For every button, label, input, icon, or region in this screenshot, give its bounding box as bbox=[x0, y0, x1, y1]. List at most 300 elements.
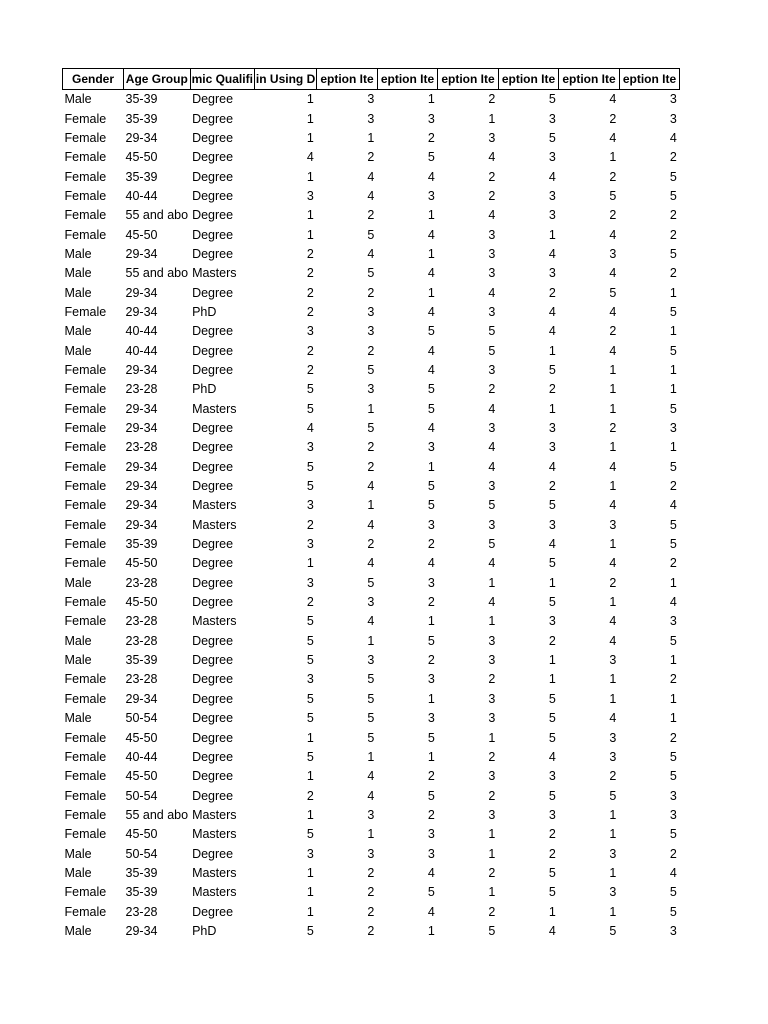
cell-perception-3[interactable]: 5 bbox=[488, 324, 496, 339]
cell-perception-3[interactable]: 2 bbox=[488, 749, 496, 764]
cell-perception-4[interactable]: 5 bbox=[548, 730, 556, 745]
cell-perception-2[interactable]: 5 bbox=[427, 730, 435, 745]
cell-perception-5[interactable]: 4 bbox=[609, 227, 617, 242]
cell-perception-1[interactable]: 3 bbox=[367, 846, 375, 861]
cell-perception-3[interactable]: 2 bbox=[488, 92, 496, 107]
cell-perception-4[interactable]: 2 bbox=[548, 382, 556, 397]
cell-perception-6[interactable]: 2 bbox=[669, 556, 677, 571]
cell-perception-3[interactable]: 1 bbox=[488, 614, 496, 629]
cell-perception-2[interactable]: 4 bbox=[427, 169, 435, 184]
cell-perception-5[interactable]: 2 bbox=[609, 575, 617, 590]
cell-perception-3[interactable]: 2 bbox=[488, 904, 496, 919]
cell-perception-1[interactable]: 4 bbox=[367, 769, 375, 784]
cell-perception-1[interactable]: 3 bbox=[367, 92, 375, 107]
cell-perception-6[interactable]: 3 bbox=[669, 421, 677, 436]
cell-perception-6[interactable]: 1 bbox=[669, 324, 677, 339]
cell-perception-2[interactable]: 4 bbox=[427, 556, 435, 571]
cell-perception-1[interactable]: 2 bbox=[367, 150, 375, 165]
cell-perception-6[interactable]: 2 bbox=[669, 208, 677, 223]
cell-qualification[interactable]: Degree bbox=[192, 188, 234, 203]
cell-perception-1[interactable]: 3 bbox=[367, 595, 375, 610]
cell-perception-5[interactable]: 2 bbox=[609, 769, 617, 784]
cell-using[interactable]: 2 bbox=[306, 362, 314, 377]
cell-perception-1[interactable]: 3 bbox=[367, 324, 375, 339]
cell-perception-3[interactable]: 2 bbox=[488, 382, 496, 397]
cell-perception-4[interactable]: 1 bbox=[548, 227, 556, 242]
cell-perception-6[interactable]: 2 bbox=[669, 479, 677, 494]
cell-perception-3[interactable]: 4 bbox=[488, 285, 496, 300]
cell-using[interactable]: 5 bbox=[306, 633, 314, 648]
cell-perception-3[interactable]: 1 bbox=[488, 885, 496, 900]
cell-perception-5[interactable]: 1 bbox=[609, 401, 617, 416]
cell-perception-4[interactable]: 2 bbox=[548, 285, 556, 300]
cell-perception-4[interactable]: 1 bbox=[548, 653, 556, 668]
cell-perception-3[interactable]: 5 bbox=[488, 537, 496, 552]
cell-perception-2[interactable]: 3 bbox=[427, 672, 435, 687]
cell-perception-6[interactable]: 5 bbox=[669, 904, 677, 919]
cell-perception-4[interactable]: 3 bbox=[548, 517, 556, 532]
cell-perception-4[interactable]: 5 bbox=[548, 885, 556, 900]
cell-perception-3[interactable]: 3 bbox=[488, 807, 496, 822]
cell-gender[interactable]: Female bbox=[64, 188, 107, 203]
cell-perception-6[interactable]: 1 bbox=[669, 285, 677, 300]
cell-perception-6[interactable]: 1 bbox=[669, 691, 677, 706]
cell-gender[interactable]: Female bbox=[64, 208, 107, 223]
cell-age-group[interactable]: 35-39 bbox=[125, 653, 158, 668]
cell-using[interactable]: 2 bbox=[306, 304, 314, 319]
cell-perception-5[interactable]: 3 bbox=[609, 730, 617, 745]
cell-perception-2[interactable]: 1 bbox=[427, 691, 435, 706]
cell-perception-6[interactable]: 5 bbox=[669, 885, 677, 900]
cell-perception-6[interactable]: 1 bbox=[669, 440, 677, 455]
header-cell-perception-item-3[interactable]: eption Ite bbox=[438, 69, 499, 90]
cell-gender[interactable]: Female bbox=[64, 595, 107, 610]
cell-perception-5[interactable]: 1 bbox=[609, 595, 617, 610]
cell-perception-1[interactable]: 1 bbox=[367, 130, 375, 145]
cell-using[interactable]: 2 bbox=[306, 285, 314, 300]
cell-qualification[interactable]: Masters bbox=[192, 517, 237, 532]
cell-perception-2[interactable]: 1 bbox=[427, 923, 435, 938]
cell-gender[interactable]: Female bbox=[64, 672, 107, 687]
cell-perception-6[interactable]: 4 bbox=[669, 865, 677, 880]
cell-gender[interactable]: Male bbox=[64, 653, 92, 668]
cell-using[interactable]: 2 bbox=[306, 788, 314, 803]
cell-perception-4[interactable]: 3 bbox=[548, 769, 556, 784]
cell-perception-5[interactable]: 4 bbox=[609, 304, 617, 319]
cell-perception-4[interactable]: 3 bbox=[548, 208, 556, 223]
cell-perception-3[interactable]: 4 bbox=[488, 208, 496, 223]
cell-perception-6[interactable]: 3 bbox=[669, 92, 677, 107]
cell-gender[interactable]: Female bbox=[64, 479, 107, 494]
cell-using[interactable]: 4 bbox=[306, 421, 314, 436]
cell-age-group[interactable]: 35-39 bbox=[125, 169, 158, 184]
cell-age-group[interactable]: 45-50 bbox=[125, 730, 158, 745]
cell-perception-6[interactable]: 5 bbox=[669, 188, 677, 203]
cell-age-group[interactable]: 35-39 bbox=[125, 537, 158, 552]
cell-perception-3[interactable]: 1 bbox=[488, 575, 496, 590]
cell-perception-3[interactable]: 4 bbox=[488, 401, 496, 416]
cell-qualification[interactable]: Degree bbox=[192, 169, 234, 184]
cell-perception-6[interactable]: 5 bbox=[669, 517, 677, 532]
cell-perception-3[interactable]: 1 bbox=[488, 827, 496, 842]
cell-using[interactable]: 5 bbox=[306, 691, 314, 706]
cell-qualification[interactable]: Masters bbox=[192, 266, 237, 281]
cell-using[interactable]: 3 bbox=[306, 575, 314, 590]
cell-perception-1[interactable]: 2 bbox=[367, 923, 375, 938]
cell-perception-1[interactable]: 2 bbox=[367, 459, 375, 474]
cell-using[interactable]: 1 bbox=[306, 865, 314, 880]
cell-age-group[interactable]: 29-34 bbox=[125, 923, 158, 938]
cell-gender[interactable]: Female bbox=[64, 517, 107, 532]
cell-age-group[interactable]: 50-54 bbox=[125, 711, 158, 726]
cell-perception-6[interactable]: 2 bbox=[669, 150, 677, 165]
cell-age-group[interactable]: 45-50 bbox=[125, 595, 158, 610]
cell-age-group[interactable]: 45-50 bbox=[125, 556, 158, 571]
cell-perception-3[interactable]: 3 bbox=[488, 711, 496, 726]
cell-perception-2[interactable]: 2 bbox=[427, 653, 435, 668]
cell-perception-4[interactable]: 4 bbox=[548, 923, 556, 938]
cell-using[interactable]: 1 bbox=[306, 208, 314, 223]
cell-age-group[interactable]: 29-34 bbox=[125, 421, 158, 436]
cell-perception-3[interactable]: 3 bbox=[488, 517, 496, 532]
cell-perception-5[interactable]: 4 bbox=[609, 614, 617, 629]
cell-perception-4[interactable]: 2 bbox=[548, 633, 556, 648]
cell-perception-4[interactable]: 4 bbox=[548, 537, 556, 552]
cell-using[interactable]: 3 bbox=[306, 498, 314, 513]
cell-perception-3[interactable]: 3 bbox=[488, 653, 496, 668]
cell-perception-1[interactable]: 2 bbox=[367, 343, 375, 358]
cell-perception-5[interactable]: 3 bbox=[609, 885, 617, 900]
cell-perception-5[interactable]: 4 bbox=[609, 343, 617, 358]
cell-perception-3[interactable]: 1 bbox=[488, 846, 496, 861]
cell-perception-6[interactable]: 4 bbox=[669, 130, 677, 145]
cell-perception-4[interactable]: 4 bbox=[548, 246, 556, 261]
cell-age-group[interactable]: 35-39 bbox=[125, 92, 158, 107]
cell-perception-1[interactable]: 4 bbox=[367, 169, 375, 184]
cell-gender[interactable]: Female bbox=[64, 498, 107, 513]
cell-qualification[interactable]: Degree bbox=[192, 459, 234, 474]
cell-perception-4[interactable]: 5 bbox=[548, 595, 556, 610]
cell-perception-4[interactable]: 5 bbox=[548, 788, 556, 803]
cell-using[interactable]: 3 bbox=[306, 440, 314, 455]
cell-qualification[interactable]: Degree bbox=[192, 788, 234, 803]
cell-perception-2[interactable]: 5 bbox=[427, 633, 435, 648]
cell-using[interactable]: 5 bbox=[306, 614, 314, 629]
cell-perception-2[interactable]: 3 bbox=[427, 517, 435, 532]
cell-perception-5[interactable]: 5 bbox=[609, 923, 617, 938]
cell-perception-4[interactable]: 3 bbox=[548, 111, 556, 126]
cell-gender[interactable]: Female bbox=[64, 421, 107, 436]
cell-perception-2[interactable]: 4 bbox=[427, 362, 435, 377]
cell-perception-4[interactable]: 4 bbox=[548, 749, 556, 764]
cell-qualification[interactable]: Degree bbox=[192, 672, 234, 687]
cell-gender[interactable]: Male bbox=[64, 575, 92, 590]
cell-perception-4[interactable]: 5 bbox=[548, 130, 556, 145]
cell-perception-6[interactable]: 1 bbox=[669, 382, 677, 397]
cell-perception-1[interactable]: 4 bbox=[367, 614, 375, 629]
cell-perception-4[interactable]: 2 bbox=[548, 479, 556, 494]
cell-perception-1[interactable]: 3 bbox=[367, 382, 375, 397]
cell-perception-5[interactable]: 2 bbox=[609, 421, 617, 436]
cell-perception-4[interactable]: 3 bbox=[548, 614, 556, 629]
cell-gender[interactable]: Male bbox=[64, 865, 92, 880]
cell-perception-4[interactable]: 3 bbox=[548, 421, 556, 436]
cell-perception-3[interactable]: 3 bbox=[488, 421, 496, 436]
cell-gender[interactable]: Male bbox=[64, 266, 92, 281]
cell-gender[interactable]: Female bbox=[64, 807, 107, 822]
cell-perception-1[interactable]: 4 bbox=[367, 517, 375, 532]
cell-using[interactable]: 1 bbox=[306, 556, 314, 571]
cell-perception-3[interactable]: 2 bbox=[488, 672, 496, 687]
cell-qualification[interactable]: Degree bbox=[192, 324, 234, 339]
cell-gender[interactable]: Male bbox=[64, 92, 92, 107]
cell-gender[interactable]: Male bbox=[64, 633, 92, 648]
cell-perception-4[interactable]: 1 bbox=[548, 672, 556, 687]
cell-gender[interactable]: Female bbox=[64, 150, 107, 165]
cell-perception-1[interactable]: 2 bbox=[367, 865, 375, 880]
cell-perception-4[interactable]: 3 bbox=[548, 440, 556, 455]
cell-perception-2[interactable]: 3 bbox=[427, 575, 435, 590]
cell-perception-6[interactable]: 1 bbox=[669, 711, 677, 726]
cell-perception-2[interactable]: 3 bbox=[427, 711, 435, 726]
cell-using[interactable]: 1 bbox=[306, 807, 314, 822]
cell-qualification[interactable]: Masters bbox=[192, 807, 237, 822]
cell-qualification[interactable]: Masters bbox=[192, 614, 237, 629]
cell-perception-5[interactable]: 4 bbox=[609, 633, 617, 648]
cell-perception-5[interactable]: 3 bbox=[609, 749, 617, 764]
cell-perception-6[interactable]: 3 bbox=[669, 614, 677, 629]
cell-perception-5[interactable]: 4 bbox=[609, 459, 617, 474]
cell-using[interactable]: 3 bbox=[306, 537, 314, 552]
cell-age-group[interactable]: 29-34 bbox=[125, 304, 158, 319]
cell-using[interactable]: 5 bbox=[306, 827, 314, 842]
cell-qualification[interactable]: Degree bbox=[192, 440, 234, 455]
cell-perception-5[interactable]: 3 bbox=[609, 846, 617, 861]
cell-perception-6[interactable]: 3 bbox=[669, 111, 677, 126]
cell-perception-4[interactable]: 1 bbox=[548, 401, 556, 416]
cell-perception-1[interactable]: 4 bbox=[367, 479, 375, 494]
cell-perception-3[interactable]: 2 bbox=[488, 865, 496, 880]
cell-perception-5[interactable]: 2 bbox=[609, 208, 617, 223]
cell-perception-1[interactable]: 5 bbox=[367, 730, 375, 745]
cell-age-group[interactable]: 35-39 bbox=[125, 865, 158, 880]
cell-perception-1[interactable]: 2 bbox=[367, 537, 375, 552]
cell-qualification[interactable]: Degree bbox=[192, 846, 234, 861]
cell-perception-5[interactable]: 1 bbox=[609, 691, 617, 706]
cell-age-group[interactable]: 29-34 bbox=[125, 401, 158, 416]
cell-using[interactable]: 3 bbox=[306, 188, 314, 203]
cell-perception-5[interactable]: 4 bbox=[609, 266, 617, 281]
cell-perception-3[interactable]: 3 bbox=[488, 691, 496, 706]
cell-qualification[interactable]: Degree bbox=[192, 653, 234, 668]
cell-gender[interactable]: Female bbox=[64, 614, 107, 629]
cell-perception-4[interactable]: 3 bbox=[548, 266, 556, 281]
cell-age-group[interactable]: 55 and abo bbox=[125, 807, 189, 822]
cell-age-group[interactable]: 45-50 bbox=[125, 769, 158, 784]
cell-using[interactable]: 5 bbox=[306, 401, 314, 416]
cell-perception-1[interactable]: 2 bbox=[367, 208, 375, 223]
cell-perception-5[interactable]: 1 bbox=[609, 672, 617, 687]
cell-perception-5[interactable]: 4 bbox=[609, 130, 617, 145]
cell-perception-2[interactable]: 4 bbox=[427, 343, 435, 358]
cell-qualification[interactable]: Degree bbox=[192, 343, 234, 358]
cell-perception-1[interactable]: 3 bbox=[367, 304, 375, 319]
cell-qualification[interactable]: Masters bbox=[192, 827, 237, 842]
header-cell-perception-item-2[interactable]: eption Ite bbox=[377, 69, 438, 90]
cell-perception-4[interactable]: 5 bbox=[548, 865, 556, 880]
cell-age-group[interactable]: 50-54 bbox=[125, 788, 158, 803]
cell-perception-6[interactable]: 2 bbox=[669, 227, 677, 242]
cell-qualification[interactable]: PhD bbox=[192, 304, 217, 319]
cell-perception-3[interactable]: 5 bbox=[488, 923, 496, 938]
cell-perception-3[interactable]: 2 bbox=[488, 788, 496, 803]
cell-perception-2[interactable]: 3 bbox=[427, 111, 435, 126]
cell-perception-3[interactable]: 3 bbox=[488, 246, 496, 261]
cell-perception-5[interactable]: 4 bbox=[609, 556, 617, 571]
cell-qualification[interactable]: Degree bbox=[192, 633, 234, 648]
cell-perception-2[interactable]: 1 bbox=[427, 459, 435, 474]
cell-gender[interactable]: Female bbox=[64, 556, 107, 571]
cell-perception-3[interactable]: 1 bbox=[488, 730, 496, 745]
cell-gender[interactable]: Female bbox=[64, 362, 107, 377]
cell-perception-5[interactable]: 1 bbox=[609, 150, 617, 165]
cell-perception-3[interactable]: 5 bbox=[488, 343, 496, 358]
cell-perception-2[interactable]: 5 bbox=[427, 401, 435, 416]
cell-age-group[interactable]: 40-44 bbox=[125, 188, 158, 203]
cell-perception-2[interactable]: 2 bbox=[427, 595, 435, 610]
cell-perception-6[interactable]: 2 bbox=[669, 266, 677, 281]
cell-using[interactable]: 2 bbox=[306, 246, 314, 261]
cell-age-group[interactable]: 23-28 bbox=[125, 575, 158, 590]
cell-perception-3[interactable]: 3 bbox=[488, 304, 496, 319]
cell-qualification[interactable]: Degree bbox=[192, 285, 234, 300]
cell-perception-3[interactable]: 4 bbox=[488, 556, 496, 571]
header-cell-perception-item-4[interactable]: eption Ite bbox=[498, 69, 559, 90]
cell-using[interactable]: 5 bbox=[306, 923, 314, 938]
cell-perception-4[interactable]: 5 bbox=[548, 92, 556, 107]
header-cell-gender[interactable]: Gender bbox=[63, 69, 124, 90]
cell-perception-2[interactable]: 4 bbox=[427, 904, 435, 919]
cell-perception-3[interactable]: 2 bbox=[488, 169, 496, 184]
cell-perception-5[interactable]: 5 bbox=[609, 788, 617, 803]
cell-perception-2[interactable]: 2 bbox=[427, 537, 435, 552]
cell-using[interactable]: 5 bbox=[306, 479, 314, 494]
cell-age-group[interactable]: 29-34 bbox=[125, 285, 158, 300]
cell-gender[interactable]: Female bbox=[64, 827, 107, 842]
cell-qualification[interactable]: Degree bbox=[192, 749, 234, 764]
cell-perception-5[interactable]: 2 bbox=[609, 111, 617, 126]
cell-qualification[interactable]: Degree bbox=[192, 92, 234, 107]
cell-perception-1[interactable]: 4 bbox=[367, 188, 375, 203]
cell-perception-6[interactable]: 1 bbox=[669, 362, 677, 377]
cell-gender[interactable]: Female bbox=[64, 382, 107, 397]
cell-perception-5[interactable]: 1 bbox=[609, 904, 617, 919]
cell-age-group[interactable]: 45-50 bbox=[125, 227, 158, 242]
cell-perception-5[interactable]: 1 bbox=[609, 865, 617, 880]
cell-perception-4[interactable]: 1 bbox=[548, 575, 556, 590]
cell-perception-1[interactable]: 5 bbox=[367, 711, 375, 726]
cell-perception-5[interactable]: 3 bbox=[609, 653, 617, 668]
cell-perception-4[interactable]: 1 bbox=[548, 904, 556, 919]
cell-qualification[interactable]: Masters bbox=[192, 865, 237, 880]
cell-gender[interactable]: Female bbox=[64, 459, 107, 474]
cell-using[interactable]: 1 bbox=[306, 169, 314, 184]
cell-using[interactable]: 1 bbox=[306, 111, 314, 126]
cell-using[interactable]: 1 bbox=[306, 885, 314, 900]
cell-perception-6[interactable]: 2 bbox=[669, 846, 677, 861]
cell-age-group[interactable]: 35-39 bbox=[125, 885, 158, 900]
cell-using[interactable]: 2 bbox=[306, 343, 314, 358]
header-cell-perception-item-1[interactable]: eption Ite bbox=[317, 69, 378, 90]
cell-qualification[interactable]: Degree bbox=[192, 227, 234, 242]
cell-age-group[interactable]: 29-34 bbox=[125, 517, 158, 532]
cell-perception-5[interactable]: 2 bbox=[609, 324, 617, 339]
cell-using[interactable]: 4 bbox=[306, 150, 314, 165]
cell-perception-1[interactable]: 1 bbox=[367, 827, 375, 842]
cell-qualification[interactable]: Degree bbox=[192, 246, 234, 261]
cell-perception-1[interactable]: 3 bbox=[367, 111, 375, 126]
cell-using[interactable]: 1 bbox=[306, 130, 314, 145]
cell-gender[interactable]: Female bbox=[64, 788, 107, 803]
cell-age-group[interactable]: 23-28 bbox=[125, 672, 158, 687]
cell-perception-2[interactable]: 1 bbox=[427, 614, 435, 629]
cell-qualification[interactable]: PhD bbox=[192, 923, 217, 938]
cell-perception-5[interactable]: 1 bbox=[609, 440, 617, 455]
header-cell-academic-qualification[interactable]: mic Qualifi bbox=[190, 69, 254, 90]
cell-using[interactable]: 5 bbox=[306, 749, 314, 764]
cell-using[interactable]: 3 bbox=[306, 846, 314, 861]
cell-perception-6[interactable]: 5 bbox=[669, 537, 677, 552]
cell-qualification[interactable]: Degree bbox=[192, 421, 234, 436]
cell-perception-1[interactable]: 5 bbox=[367, 227, 375, 242]
cell-perception-2[interactable]: 1 bbox=[427, 749, 435, 764]
cell-gender[interactable]: Female bbox=[64, 885, 107, 900]
cell-age-group[interactable]: 23-28 bbox=[125, 614, 158, 629]
header-cell-age-group[interactable]: Age Group bbox=[124, 69, 191, 90]
header-cell-using[interactable]: in Using D bbox=[254, 69, 316, 90]
cell-gender[interactable]: Female bbox=[64, 401, 107, 416]
cell-perception-6[interactable]: 3 bbox=[669, 807, 677, 822]
cell-using[interactable]: 2 bbox=[306, 595, 314, 610]
cell-age-group[interactable]: 45-50 bbox=[125, 827, 158, 842]
cell-perception-1[interactable]: 5 bbox=[367, 421, 375, 436]
cell-perception-1[interactable]: 3 bbox=[367, 807, 375, 822]
cell-perception-5[interactable]: 1 bbox=[609, 827, 617, 842]
cell-qualification[interactable]: Degree bbox=[192, 111, 234, 126]
cell-perception-5[interactable]: 3 bbox=[609, 246, 617, 261]
cell-perception-4[interactable]: 2 bbox=[548, 846, 556, 861]
cell-perception-4[interactable]: 5 bbox=[548, 711, 556, 726]
cell-age-group[interactable]: 29-34 bbox=[125, 459, 158, 474]
cell-perception-2[interactable]: 5 bbox=[427, 788, 435, 803]
cell-qualification[interactable]: Degree bbox=[192, 711, 234, 726]
cell-perception-3[interactable]: 4 bbox=[488, 150, 496, 165]
cell-perception-2[interactable]: 1 bbox=[427, 246, 435, 261]
cell-qualification[interactable]: Degree bbox=[192, 730, 234, 745]
cell-gender[interactable]: Female bbox=[64, 691, 107, 706]
cell-qualification[interactable]: Degree bbox=[192, 556, 234, 571]
cell-perception-1[interactable]: 3 bbox=[367, 653, 375, 668]
cell-perception-1[interactable]: 1 bbox=[367, 401, 375, 416]
cell-using[interactable]: 1 bbox=[306, 730, 314, 745]
cell-gender[interactable]: Male bbox=[64, 246, 92, 261]
cell-perception-3[interactable]: 1 bbox=[488, 111, 496, 126]
cell-using[interactable]: 2 bbox=[306, 266, 314, 281]
cell-gender[interactable]: Female bbox=[64, 440, 107, 455]
cell-perception-2[interactable]: 4 bbox=[427, 227, 435, 242]
cell-qualification[interactable]: Degree bbox=[192, 904, 234, 919]
cell-perception-2[interactable]: 2 bbox=[427, 769, 435, 784]
